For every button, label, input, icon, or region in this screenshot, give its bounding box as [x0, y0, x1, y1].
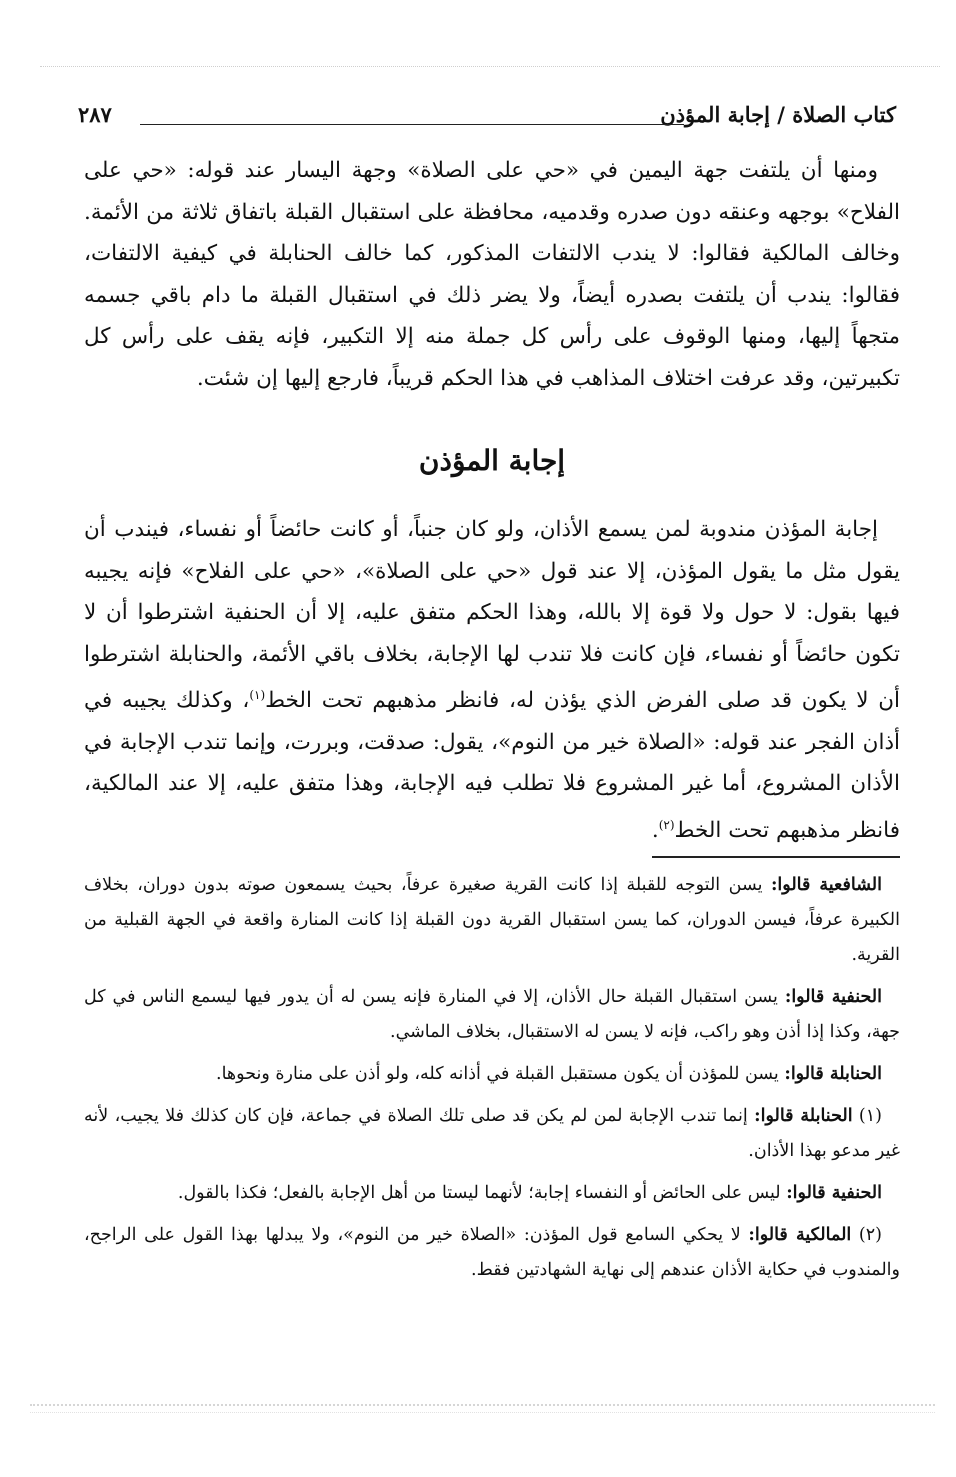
main-text-block-1 — [84, 150, 900, 399]
footnote-text: إنما تندب الإجابة لمن لم يكن قد صلى تلك الصلاة في جماعة، فإن كان كذلك فلا يجيب، لأنه غير مدعو بهذا الأذان. — [84, 1106, 900, 1161]
header-title: كتاب الصلاة / إجابة المؤذن — [660, 102, 896, 127]
footnote-2 — [84, 1218, 900, 1288]
paragraph-2-end: . — [651, 817, 659, 843]
footnote-text: يسن للمؤذن أن يكون مستقبل القبلة في أذانه كله، ولو أذن على منارة ونحوها. — [216, 1064, 785, 1084]
footnote-text: يسن استقبال القبلة حال الأذان، إلا في المنارة فإنه يسن له أن يدور فيها ليسمع الناس في كل جهة، وكذا إذا أذن وهو راكب، فإنه لا يسن له الاستقبال، بخلاف الماشي. — [84, 987, 900, 1042]
footnote-1 — [84, 1099, 900, 1169]
running-header — [78, 100, 896, 134]
footnotes — [84, 868, 900, 1295]
footnote-label: الحنفية قالوا: — [784, 987, 883, 1007]
footnote-text: ليس على الحائض أو النفساء إجابة؛ لأنهما ليستا من أهل الإجابة بالفعل؛ فكذا بالقول. — [177, 1183, 787, 1203]
footnote-number: (١) — [852, 1106, 882, 1126]
footnote-text: لا يحكي السامع قول المؤذن: «الصلاة خير من النوم»، ولا يبدلها بهذا القول على الراجح، والمندوب في حكاية الأذان عندهم إلى نهاية الشهادتين فقط. — [84, 1225, 900, 1280]
paragraph-2-part-a: إجابة المؤذن مندوبة لمن يسمع الأذان، ولو كان جنباً، أو كانت حائضاً أو نفساء، فيندب أن يقول مثل ما يقول المؤذن، إلا عند قول «حي على الصلاة»، «حي على الفلاح» فإنه يجيبه فيها بقول: لا حول ولا قوة إلا بالله، وهذا الحكم متفق عليه، إلا أن الحنفية اشترطوا أن لا تكون حائضاً أو نفساء، فإن كانت فلا تندب لها الإجابة، بخلاف باقي الأئمة، والحنابلة اشترطوا أن لا يكون قد صلى الفرض الذي يؤذن له، فانظر مذهبهم تحت الخط — [84, 517, 900, 714]
footnote-number: (٢) — [851, 1225, 882, 1245]
footnote-hanafi-1 — [84, 980, 900, 1050]
paragraph-1: ومنها أن يلتفت جهة اليمين في «حي على الصلاة» وجهة اليسار عند قوله: «حي على الفلاح» بوجهه وعنقه دون صدره وقدميه، محافظة على استقبال القبلة باتفاق ثلاثة من الأئمة. وخالف المالكية فقالوا: لا يندب الالتفات المذكور، كما خالف الحنابلة في كيفية الالتفات، فقالوا: يندب أن يلتفت بصدره أيضاً، ولا يضر ذلك في استقبال القبلة ما دام باقي جسمه متجهاً إليها، ومنها الوقوف على رأس كل جملة منه إلا التكبير، فإنه يقف على رأس كل تكبيرتين، وقد عرفت اختلاف المذاهب في هذا الحكم قريباً، فارجع إليها إن شئت. — [84, 158, 900, 391]
footnote-hanafi-2 — [84, 1176, 900, 1211]
footnote-text: يسن التوجه للقبلة إذا كانت القرية صغيرة عرفاً، بحيث يسمعون صوته بدون دوران، بخلاف الكبيرة عرفاً، فيسن الدوران، كما يسن استقبال القرية دون القبلة إذا كانت المنارة واقعة في الجهة القبلية من القرية. — [84, 875, 900, 965]
header-rule — [140, 124, 684, 125]
scan-artifact-bottom — [30, 1404, 935, 1413]
footnote-label: الحنفية قالوا: — [786, 1183, 882, 1203]
footnote-ref-2: (٢) — [658, 817, 675, 832]
footnote-label: الحنابلة قالوا: — [754, 1106, 853, 1126]
footnote-hanbali-1 — [84, 1057, 900, 1092]
section-heading: إجابة المؤذن — [418, 444, 566, 477]
footnote-label: الحنابلة قالوا: — [784, 1064, 882, 1084]
paragraph-2 — [84, 509, 900, 851]
main-text-block-2 — [84, 509, 900, 851]
footnote-label: المالكية قالوا: — [748, 1225, 852, 1245]
paragraph-2-part-b: ، وكذلك يجيبه في أذان الفجر عند قوله: «الصلاة خير من النوم»، يقول: صدقت، وبررت، وإنما تندب الإجابة في الأذان المشروع، أما غير المشروع فلا تطلب فيه الإجابة، وهذا متفق عليه، إلا عند المالكية، فانظر مذهبهم تحت الخط — [84, 688, 900, 843]
footnote-ref-1: (١) — [249, 688, 266, 702]
page-number: ٢٨٧ — [78, 102, 112, 127]
footnote-separator — [652, 856, 900, 858]
scan-artifact-top — [40, 66, 940, 70]
footnote-shafii — [84, 868, 900, 973]
footnote-label: الشافعية قالوا: — [770, 875, 883, 895]
